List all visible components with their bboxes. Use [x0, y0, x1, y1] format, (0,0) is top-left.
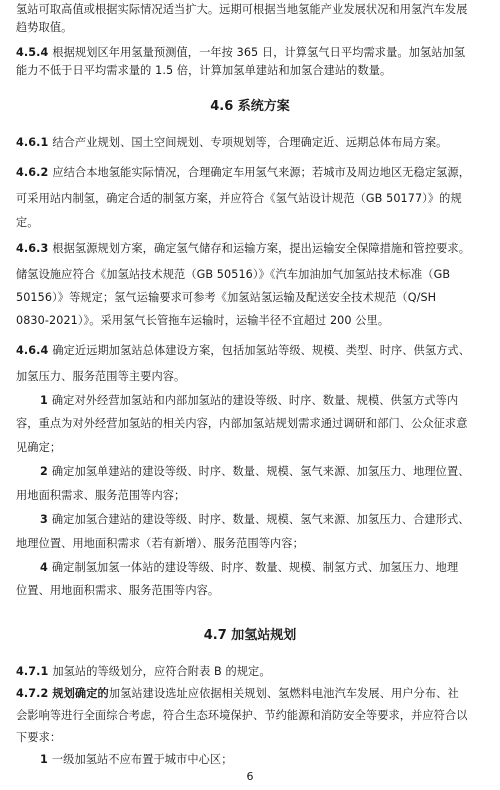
- clause-4-6-4: [16, 343, 486, 359]
- clause-4-7-2: [16, 686, 486, 702]
- list-item-text: 确定制氢加氢一体站的建设等级、时序、数量、规模、制氢方式、加氢压力、地理: [51, 561, 459, 574]
- list-item-number: 2: [40, 465, 48, 478]
- clause-4-6-2-line-3: 定。: [16, 216, 39, 229]
- clause-number: 4.7.2: [16, 687, 49, 700]
- clause-4-6-1: [16, 135, 486, 151]
- clause-text: 应结合本地氢能实际情况，合理确定车用氢气来源；若城市及周边地区无稳定氢源，: [52, 166, 470, 179]
- list-item-line: 用地面积需求、服务范围等内容；: [16, 489, 186, 502]
- clause-4-6-2-line-2: 可采用站内制氢，确定合适的制氢方案，并应符合《氢气站设计规范（GB 50177）》的规: [16, 192, 462, 205]
- clause-number: 4.6.4: [16, 344, 49, 357]
- list-item-line: 位置、用地面积需求、服务范围等内容。: [16, 584, 220, 597]
- list-item: [40, 752, 486, 768]
- list-item-line: 见确定；: [16, 441, 62, 454]
- clause-4-6-2: [16, 165, 486, 181]
- clause-4-7-1: [16, 664, 486, 680]
- section-heading-4-6: 4.6 系统方案: [210, 99, 290, 114]
- list-item-number: 4: [40, 561, 48, 574]
- list-item-number: 3: [40, 513, 48, 526]
- list-item: [40, 560, 486, 576]
- clause-4-6-4-line-2: 加氢压力、服务范围等主要内容。: [16, 370, 186, 383]
- page-number: 6: [246, 770, 254, 783]
- section-heading-4-7: 4.7 加氢站规划: [203, 628, 297, 643]
- list-item-text: 确定加氢单建站的建设等级、时序、数量、规模、氢气来源、加氢压力、地理位置、: [51, 465, 470, 478]
- clause-4-6-3-line-2: 储氢设施应符合《加氢站技术规范（GB 50516）》《汽车加油加气加氢站技术标准（GB: [16, 268, 451, 281]
- clause-text: 根据规划区年用氢量预测值，一年按 365 日，计算氢气日平均需求量。加氢站加氢: [52, 46, 466, 59]
- list-item-number: 1: [40, 394, 48, 407]
- clause-4-5-4: [16, 45, 486, 61]
- clause-text: 结合产业规划、国土空间规划、专项规划等，合理确定近、远期总体布局方案。: [52, 136, 448, 149]
- clause-number: 4.6.1: [16, 136, 49, 149]
- clause-4-6-3: [16, 241, 486, 257]
- intro-line-1: 氢站可取高值或根据实际情况适当扩大。远期可根据当地氢能产业发展状况和用氢汽车发展: [16, 3, 468, 16]
- clause-4-6-3-line-3: 50156）》等规定；氢气运输要求可参考《加氢站氢运输及配送安全技术规范（Q/SH: [16, 291, 437, 304]
- list-item-line: 地理位置、用地面积需求（若有新增）、服务范围等内容；: [16, 537, 304, 550]
- list-item: [40, 512, 486, 528]
- clause-number: 4.5.4: [16, 46, 49, 59]
- clause-text: 加氢站建设选址应依据相关规划、氢燃料电池汽车发展、用户分布、社: [108, 687, 459, 700]
- clause-text: 加氢站的等级划分，应符合附表 B 的规定。: [52, 665, 271, 678]
- clause-number: 4.6.3: [16, 242, 49, 255]
- list-item-text: 确定加氢合建站的建设等级、时序、数量、规模、氢气来源、加氢压力、合建形式、: [51, 513, 470, 526]
- clause-number: 4.6.2: [16, 166, 49, 179]
- clause-bold-lead: 规划确定的: [52, 687, 109, 700]
- list-item-line: 容，重点为对外经营加氢站的相关内容，内部加氢站规划需求通过调研和部门、公众征求意: [16, 417, 468, 430]
- list-item-number: 1: [40, 753, 48, 766]
- list-item: [40, 393, 486, 409]
- clause-4-7-2-line-2: 会影响等进行全面综合考虑，符合生态环境保护、节约能源和消防安全等要求，并应符合以: [16, 709, 468, 722]
- intro-line-2: 趋势取值。: [16, 21, 73, 34]
- list-item-text: 一级加氢站不应布置于城市中心区；: [51, 753, 233, 766]
- clause-4-6-3-line-4: 0830-2021）》。采用氢气长管拖车运输时，运输半径不宜超过 200 公里。: [16, 314, 390, 327]
- clause-number: 4.7.1: [16, 665, 49, 678]
- clause-4-5-4-line-2: 能力不低于日平均需求量的 1.5 倍，计算加氢单建站和加氢合建站的数量。: [16, 64, 392, 77]
- clause-4-7-2-line-3: 下要求：: [16, 731, 62, 744]
- clause-text: 确定近远期加氢站总体建设方案，包括加氢站等级、规模、类型、时序、供氢方式、: [52, 344, 470, 357]
- clause-text: 根据氢源规划方案，确定氢气储存和运输方案，提出运输安全保障措施和管控要求。: [52, 242, 470, 255]
- list-item-text: 确定对外经营加氢站和内部加氢站的建设等级、时序、数量、规模、供氢方式等内: [51, 394, 459, 407]
- list-item: [40, 464, 486, 480]
